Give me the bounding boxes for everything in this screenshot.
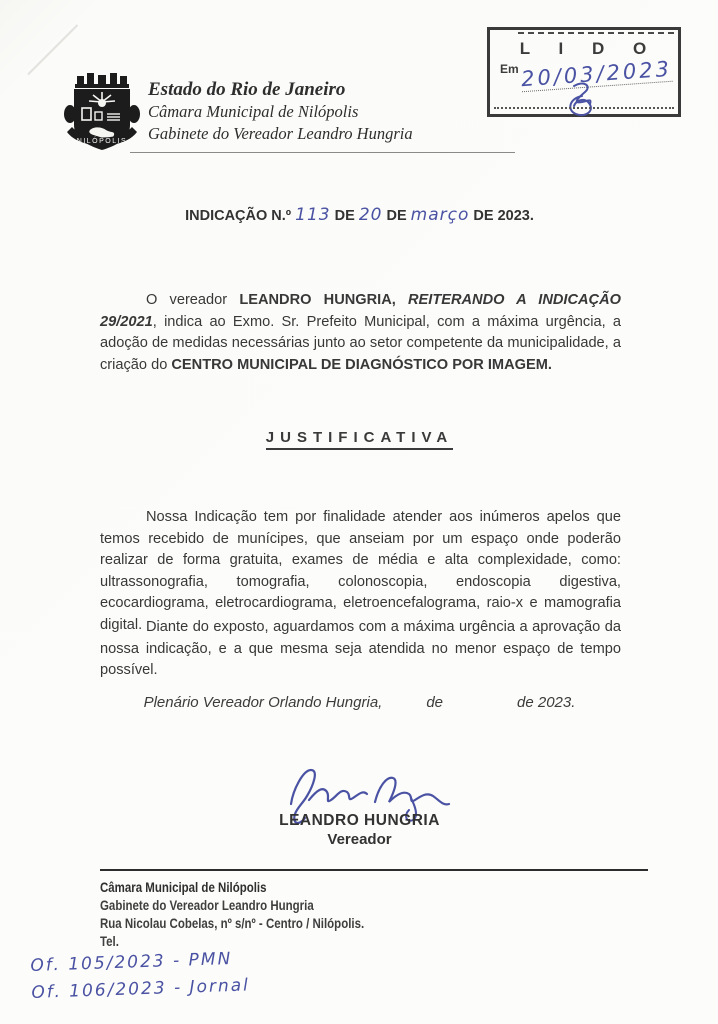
- letterhead-office: Gabinete do Vereador Leandro Hungria: [148, 124, 413, 143]
- p1-seg-1: O vereador: [146, 292, 240, 308]
- signatory-name: LEANDRO HUNGRIA: [279, 812, 440, 829]
- document-title: [99, 205, 620, 225]
- stamp-initials-scribble-icon: [552, 82, 612, 122]
- letterhead-chamber: Câmara Municipal de Nilópolis: [148, 102, 359, 121]
- footer-address: Rua Nicolau Cobelas, nº s/nº - Centro / Nilópolis.: [100, 915, 365, 931]
- signatory-role: Vereador: [327, 831, 392, 848]
- title-month-handwritten: março: [410, 205, 470, 225]
- title-number-handwritten: 113: [295, 205, 331, 225]
- handwritten-note-2: Of. 106/2023 - Jornal: [31, 975, 251, 1003]
- title-day-handwritten: 20: [358, 205, 383, 225]
- scan-corner-artifact: [0, 0, 78, 75]
- stamp-date-handwritten: 20/03/2023: [519, 56, 673, 92]
- plenario-line: [99, 694, 620, 711]
- plenario-year: de 2023.: [517, 694, 576, 711]
- title-de-2: DE: [386, 208, 407, 224]
- nilopolis-coat-of-arms: [62, 72, 142, 154]
- footer-office: Gabinete do Vereador Leandro Hungria: [100, 897, 314, 913]
- paragraph-1: [100, 290, 621, 376]
- paragraph-3: Diante do exposto, aguardamos com a máxima urgência a aprovação da nossa indicação, e a que mesma seja atendida no menor espaço de tempo possível.: [100, 619, 621, 679]
- handwritten-notes: [30, 945, 250, 1007]
- plenario-place: Plenário Vereador Orlando Hungria,: [143, 694, 383, 711]
- stamp-dashed-line: [518, 32, 674, 34]
- p1-seg-3-reiterando: REITERANDO A INDICAÇÃO 29/2021: [100, 292, 621, 330]
- lido-stamp: [487, 27, 681, 117]
- footer-org: Câmara Municipal de Nilópolis: [100, 879, 267, 895]
- footer-block: [100, 878, 364, 950]
- coat-banner-text: NILÓPOLIS: [76, 138, 128, 145]
- paragraph-2: Nossa Indicação tem por finalidade atender aos inúmeros apelos que temos recebido de munícipes, que anseiam por um espaço onde poderão realizar de forma gratuita, exames de média e alta complexidade, como: ultrassonografia, tomografia, colonoscopia, endoscopia digestiva, ecocardiograma, eletrocardiograma, eletroencefalograma, raio-x e mamografia digital.: [100, 509, 621, 633]
- plenario-de-1: de: [426, 694, 444, 711]
- justificativa-heading-wrap: [99, 429, 620, 447]
- footer-tel: Tel.: [100, 933, 119, 949]
- stamp-dotted-line: [494, 107, 674, 109]
- p1-seg-2-name: LEANDRO HUNGRIA,: [239, 292, 408, 308]
- header-divider-line: [130, 152, 515, 153]
- letterhead-state: Estado do Rio de Janeiro: [148, 79, 346, 100]
- p1-seg-5-centro: CENTRO MUNICIPAL DE DIAGNÓSTICO POR IMAGEM.: [171, 356, 552, 373]
- handwritten-note-1: Of. 105/2023 - PMN: [30, 948, 233, 976]
- footer-divider-line: [100, 869, 648, 871]
- stamp-em-label: Em: [500, 62, 519, 76]
- title-year: DE 2023.: [473, 208, 534, 224]
- letterhead: [148, 78, 413, 145]
- title-de-1: DE: [334, 208, 355, 224]
- title-prefix: INDICAÇÃO N.º: [185, 208, 292, 224]
- justificativa-heading: JUSTIFICATIVA: [266, 429, 453, 450]
- stamp-title: L I D O: [519, 39, 659, 58]
- p1-seg-4: , indica ao Exmo. Sr. Prefeito Municipal, com a máxima urgência, a adoção de medidas necessárias junto ao setor competente da municipalidade, a criação do: [100, 313, 621, 373]
